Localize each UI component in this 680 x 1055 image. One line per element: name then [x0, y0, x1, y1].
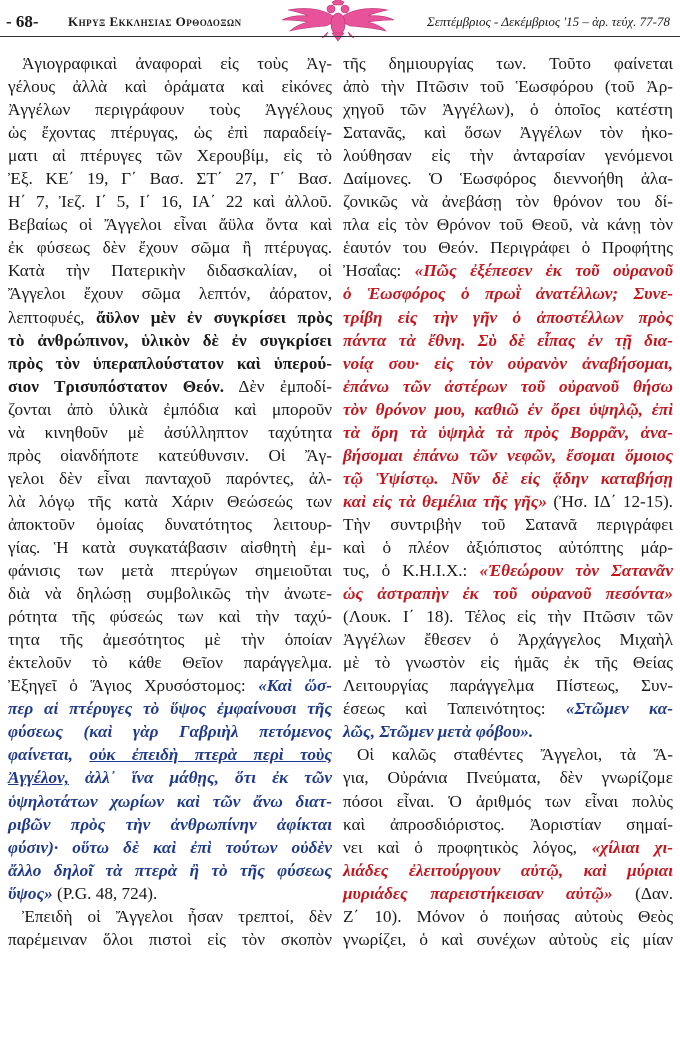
quote-segment: περ αἱ πτέρυγες τὸ ὕψος ἐμφαίνουσι τῆς [8, 699, 332, 719]
text-segment: λὰ λόγῳ τῆς κατὰ Χάριν Θεώσεώς των [8, 491, 332, 511]
text-line [343, 559, 673, 582]
text-line [8, 75, 332, 98]
text-line [343, 859, 673, 882]
text-segment: Λειτουργίας παράγγελμα Πίστεως, Συν- [343, 676, 673, 696]
right-column [343, 52, 673, 951]
text-line [343, 928, 673, 951]
text-line [8, 259, 332, 282]
text-line [8, 190, 332, 213]
text-segment: νει καὶ ὁ προφητικὸς λόγος, [343, 837, 592, 857]
text-line [8, 790, 332, 813]
text-segment: τῆς δημιουργίας των. Τοῦτο φαίνεται [343, 54, 673, 73]
text-segment: Δὲν ἐμποδί- [224, 376, 332, 396]
text-line [8, 490, 332, 513]
text-segment: Ζ΄ 10). Μόνον ὁ ποιήσας αὐτοὺς Θεὸς [343, 906, 673, 926]
text-line [8, 236, 332, 259]
text-segment: Ἠσαΐας: [343, 261, 415, 281]
quote-segment: τὸν θρόνον μου, καθιῶ ἐν ὄρει ὑψηλῷ, ἐπὶ [343, 399, 673, 419]
quote-segment: «Ἐθεώρουν τὸν Σατανᾶν [479, 561, 673, 581]
text-line [343, 628, 673, 651]
quote-segment: ἀλλ᾽ ἵνα μάθῃς, ὅτι ἐκ τῶν [68, 768, 332, 788]
text-line [343, 259, 673, 282]
text-segment: γέλους ἀλλὰ καὶ ὁράματα καὶ εἰκόνες [8, 77, 332, 97]
text-line [8, 628, 332, 651]
text-line [8, 836, 332, 859]
text-line [343, 421, 673, 444]
text-line [343, 190, 673, 213]
text-line [343, 352, 673, 375]
text-line [343, 490, 673, 513]
text-segment: ἐκ φύσεως δὲν ἔχουν σῶμα ἢ πτέρυγας. [8, 238, 332, 258]
quote-segment: «Πῶς ἐξέπεσεν ἐκ τοῦ οὐρανοῦ [414, 261, 673, 281]
quote-segment: πρὸς τὸν ὑπεραπλούστατον καὶ ὑπερού- [8, 353, 332, 373]
quote-segment: οὐκ ἐπειδὴ πτερὰ περὶ τοὺς [89, 745, 333, 765]
text-line [8, 98, 332, 121]
text-line [343, 674, 673, 697]
text-segment: τητα τῆς ἀμεσότητος μὲ τὴν ὁποίαν [8, 630, 332, 650]
text-line [8, 329, 332, 352]
text-line [343, 743, 673, 766]
text-line [8, 52, 332, 75]
journal-title: Κηρυξ Εκκλησιας Ορθοδοξων [68, 14, 242, 29]
text-line [343, 813, 673, 836]
text-segment: Ἄγγελοι ἔχουν σῶμα λεπτόν, ἀόρατον, [8, 284, 332, 304]
page-number: - 68- [6, 12, 39, 31]
text-segment: Τὴν συντριβὴν τοῦ Σατανᾶ περιγράφει [343, 514, 673, 534]
text-segment: πόσοι εἶναι. Ὁ ἀριθμός των εἶναι πολὺς [343, 791, 673, 811]
text-line [343, 905, 673, 928]
text-line [343, 444, 673, 467]
text-line [8, 928, 332, 951]
text-line [343, 513, 673, 536]
quote-segment: ὁ Ἑωσφόρος ὁ πρωῒ ἀνατέλλων; Συνε- [343, 284, 673, 304]
text-segment: γίας. Ἡ κατὰ συγκατάβασιν αἰσθητὴ ἐμ- [8, 537, 332, 557]
text-segment: Ἐπειδὴ οἱ Ἄγγελοι ἦσαν τρεπτοί, δὲν [22, 906, 332, 926]
text-segment: χηγοῦ τῶν Ἀγγέλων), ὁ ὁποῖος κατέστη [343, 100, 673, 120]
text-line [8, 306, 332, 329]
text-segment: Ἐξηγεῖ ὁ Ἅγιος Χρυσόστομος: [8, 676, 259, 696]
text-segment: ματι αἱ πτέρυγες τῶν Χερουβίμ, εἰς τὸ [8, 146, 332, 166]
quote-segment: καὶ εἰς τὰ θεμέλια τῆς γῆς» [343, 491, 547, 511]
text-line [8, 121, 332, 144]
text-segment: για, Οὐράνια Πνεύματα, δὲν γνωρίζομε [343, 768, 673, 788]
quote-segment: νοίᾳ σου· εἰς τὸν οὐρανὸν ἀναβήσομαι, [343, 353, 673, 373]
text-line [343, 651, 673, 674]
text-segment: πλα εἰς τὸν Θρόνον τοῦ Θεοῦ, νὰ κάνῃ τὸν [343, 215, 673, 235]
text-segment: καὶ ἀπροσδιόριστος. Ἀοριστίαν σημαί- [343, 814, 673, 834]
quote-segment: τὸ ἀνθρώπινον, ὑλικὸν δὲ ἐν συγκρίσει [8, 330, 332, 350]
quote-segment: βήσομαι ἐπάνω τῶν νεφῶν, ἔσομαι ὅμοιος [343, 445, 673, 465]
text-line [8, 720, 332, 743]
text-segment: Ἀγγέλων ἔθεσεν ὁ Ἀρχάγγελος Μιχαὴλ [343, 630, 673, 650]
text-line [8, 743, 332, 766]
text-line [8, 398, 332, 421]
quote-segment: ἐπάνω τῶν ἀστέρων τοῦ οὐρανοῦ θήσω [343, 376, 673, 396]
text-segment: Κατὰ τὴν Πατερικὴν διδασκαλίαν, οἱ [8, 261, 332, 281]
text-segment: Ἁγιογραφικαὶ ἀναφοραὶ εἰς τοὺς Ἀγ- [22, 54, 332, 73]
left-column [8, 52, 332, 951]
text-line [8, 697, 332, 720]
text-segment: ζονται ἀπὸ ὑλικὰ ἐμπόδια καὶ μποροῦν [8, 399, 332, 419]
text-line [343, 306, 673, 329]
text-line [343, 329, 673, 352]
text-line [8, 766, 332, 789]
text-line [8, 582, 332, 605]
text-segment: ὡς ἔχοντας πτέρυγας, ὡς ἐπὶ παραδείγ- [8, 123, 332, 143]
quote-segment: τὰ ὄρη τὰ ὑψηλὰ τὰ πρὸς Βορρᾶν, ἀνα- [343, 422, 673, 442]
text-line [8, 882, 332, 905]
text-segment: έσεως καὶ Ταπεινότητος: [343, 699, 566, 719]
text-segment: λεπτοφυές, [8, 307, 97, 327]
quote-segment: «Στῶμεν κα- [565, 699, 673, 719]
quote-segment: λιάδες ἐλειτούργουν αὐτῷ, καὶ μύριαι [343, 860, 673, 880]
text-line [343, 536, 673, 559]
quote-segment: ὕψος» [8, 883, 53, 903]
text-segment: γνωρίζει, ὁ καὶ συνέχων αὐτοὺς εἰς μίαν [343, 929, 673, 949]
text-line [8, 167, 332, 190]
text-line [8, 813, 332, 836]
text-segment: μὲ τὸ γνωστὸν εἰς ἡμᾶς ἐκ τῆς Θείας [343, 653, 673, 673]
text-segment: πρὸς οἱανδήποτε κατεύθυνσιν. Οἱ Ἄγ- [8, 445, 332, 465]
text-line [343, 282, 673, 305]
text-line [8, 536, 332, 559]
text-line [8, 375, 332, 398]
text-segment: Ἐξ. ΚΕ΄ 19, Γ΄ Βασ. ΣΤ΄ 27, Γ΄ Βασ. [8, 169, 332, 189]
text-line [8, 559, 332, 582]
quote-segment: ἄλλο δηλοῖ τὰ πτερὰ ἢ τὸ τῆς φύσεως [8, 860, 332, 880]
header-divider [0, 36, 680, 37]
quote-segment: λῶς, Στῶμεν μετὰ φόβου». [343, 722, 534, 742]
text-line [343, 766, 673, 789]
text-line [343, 398, 673, 421]
text-segment: (P.G. 48, 724). [52, 883, 158, 903]
text-line [8, 213, 332, 236]
text-segment: παρέμειναν ὅλοι πιστοὶ εἰς τὸν σκοπὸν [8, 929, 332, 949]
text-line [343, 836, 673, 859]
text-segment: Οἱ καλῶς σταθέντες Ἄγγελοι, τὰ Ἅ- [357, 745, 673, 765]
issue-info: Σεπτέμβριος - Δεκέμβριος '15 – ἀρ. τεύχ. 77-78 [427, 14, 670, 29]
text-line [343, 882, 673, 905]
text-line [343, 375, 673, 398]
text-segment: ρότητα τῆς φύσεώς των καὶ τὴν ταχύ- [8, 607, 332, 627]
text-line [343, 167, 673, 190]
text-line [343, 98, 673, 121]
text-line [343, 52, 673, 75]
text-segment: ἀπὸ τὴν Πτῶσιν τοῦ Ἑωσφόρου (τοῦ Ἀρ- [343, 77, 673, 97]
text-line [8, 144, 332, 167]
quote-segment: «Καὶ ὥσ- [258, 676, 332, 696]
text-line [8, 421, 332, 444]
text-segment: διὰ νὰ δηλώσῃ συμβολικῶς τὴν ἀνωτε- [8, 584, 332, 604]
text-segment: Σατανᾶς, καὶ ὅσων Ἀγγέλων τὸν ἠκο- [343, 123, 673, 143]
text-line [343, 144, 673, 167]
quote-segment: πάντα τὰ ἔθνη. Σὺ δὲ εἶπας ἐν τῇ δια- [343, 330, 673, 350]
quote-segment: ὡς ἀστραπὴν ἐκ τοῦ οὐρανοῦ πεσόντα» [343, 584, 673, 604]
quote-segment: φαίνεται, [8, 745, 90, 765]
text-line [8, 282, 332, 305]
text-line [8, 605, 332, 628]
text-segment: Βεβαίως οἱ Ἄγγελοι εἶναι ἄϋλα ὄντα καὶ [8, 215, 332, 235]
text-segment: καὶ ὁ πλέον ἀξιόπιστος αὐτόπτης μάρ- [343, 537, 673, 557]
text-line [343, 121, 673, 144]
text-line [343, 605, 673, 628]
text-segment: τυς, ὁ Κ.Η.Ι.Χ.: [343, 561, 480, 581]
text-line [343, 236, 673, 259]
text-line [343, 75, 673, 98]
text-segment: Η΄ 7, Ἰεζ. Ι΄ 5, Ι΄ 16, ΙΑ΄ 22 καὶ ἀλλοῦ. [8, 192, 332, 212]
quote-segment: μυριάδες παρειστήκεισαν αὐτῷ» [343, 883, 613, 903]
quote-segment: ἄϋλον μὲν ἐν συγκρίσει πρὸς [96, 307, 332, 327]
text-segment: ζονικῶς νὰ ἀνεβάσῃ τὸν θρόνον του δί- [343, 192, 673, 212]
text-line [8, 905, 332, 928]
text-line [8, 859, 332, 882]
quote-segment: «χίλιαι χι- [591, 837, 673, 857]
text-line [343, 697, 673, 720]
text-segment: Ἀγγέλων περιγράφουν τοὺς Ἀγγέλους [8, 100, 332, 120]
quote-segment: τῷ Ὑψίστῳ. Νῦν δὲ εἰς ᾅδην καταβήσῃ [343, 468, 673, 488]
text-line [343, 790, 673, 813]
text-segment: ἐκτελοῦν τὸ κάθε Θεῖον παράγγελμα. [8, 653, 332, 673]
text-segment: φάνισις των μετὰ πτερύγων σημειοῦται [8, 561, 332, 581]
text-line [343, 467, 673, 490]
text-segment: Δαίμονες. Ὁ Ἑωσφόρος διεννοήθη ἀλα- [343, 169, 673, 189]
text-segment: (Ἠσ. ΙΔ΄ 12-15). [546, 491, 673, 511]
quote-segment: τρίβη εἰς τὴν γῆν ὁ ἀποστέλλων πρὸς [343, 307, 673, 327]
text-line [8, 513, 332, 536]
text-segment: γελοι δὲν εἶναι πανταχοῦ παρόντες, ἀλ- [8, 468, 332, 488]
text-line [343, 720, 673, 743]
quote-segment: ὑψηλοτάτων χωρίων καὶ τῶν ἄνω διατ- [8, 791, 332, 811]
text-segment: νὰ κινηθοῦν μὲ ἀσύλληπτον ταχύτητα [8, 422, 332, 442]
quote-segment: ριβῶν πρὸς τὴν ἀνθρωπίνην ἀφίκται [8, 814, 332, 834]
text-line [8, 444, 332, 467]
quote-segment: Ἀγγέλον, [8, 768, 69, 788]
text-segment: λούθησαν εἰς τὴν ἀνταρσίαν γενόμενοι [343, 146, 673, 166]
text-line [8, 352, 332, 375]
text-line [8, 467, 332, 490]
page-header [0, 0, 680, 42]
text-segment: ἑαυτόν του Θεόν. Περιγράφει ὁ Προφήτης [343, 238, 673, 258]
text-line [8, 674, 332, 697]
text-segment: ἀποκτοῦν ὁμοίας δυνατότητος λειτουρ- [8, 514, 332, 534]
text-segment: (Λουκ. Ι΄ 18). Τέλος εἰς τὴν Πτῶσιν τῶν [343, 607, 673, 627]
text-segment: (Δαν. [612, 883, 673, 903]
quote-segment: σιον Τρισυπόστατον Θεόν. [8, 376, 224, 396]
quote-segment: φύσεως (καὶ γὰρ Γαβριὴλ πετόμενος [8, 722, 332, 742]
quote-segment: φύσιν)· οὕτω δὲ καὶ ἐπὶ τούτων οὐδὲν [8, 837, 332, 857]
text-line [343, 213, 673, 236]
text-line [343, 582, 673, 605]
text-line [8, 651, 332, 674]
